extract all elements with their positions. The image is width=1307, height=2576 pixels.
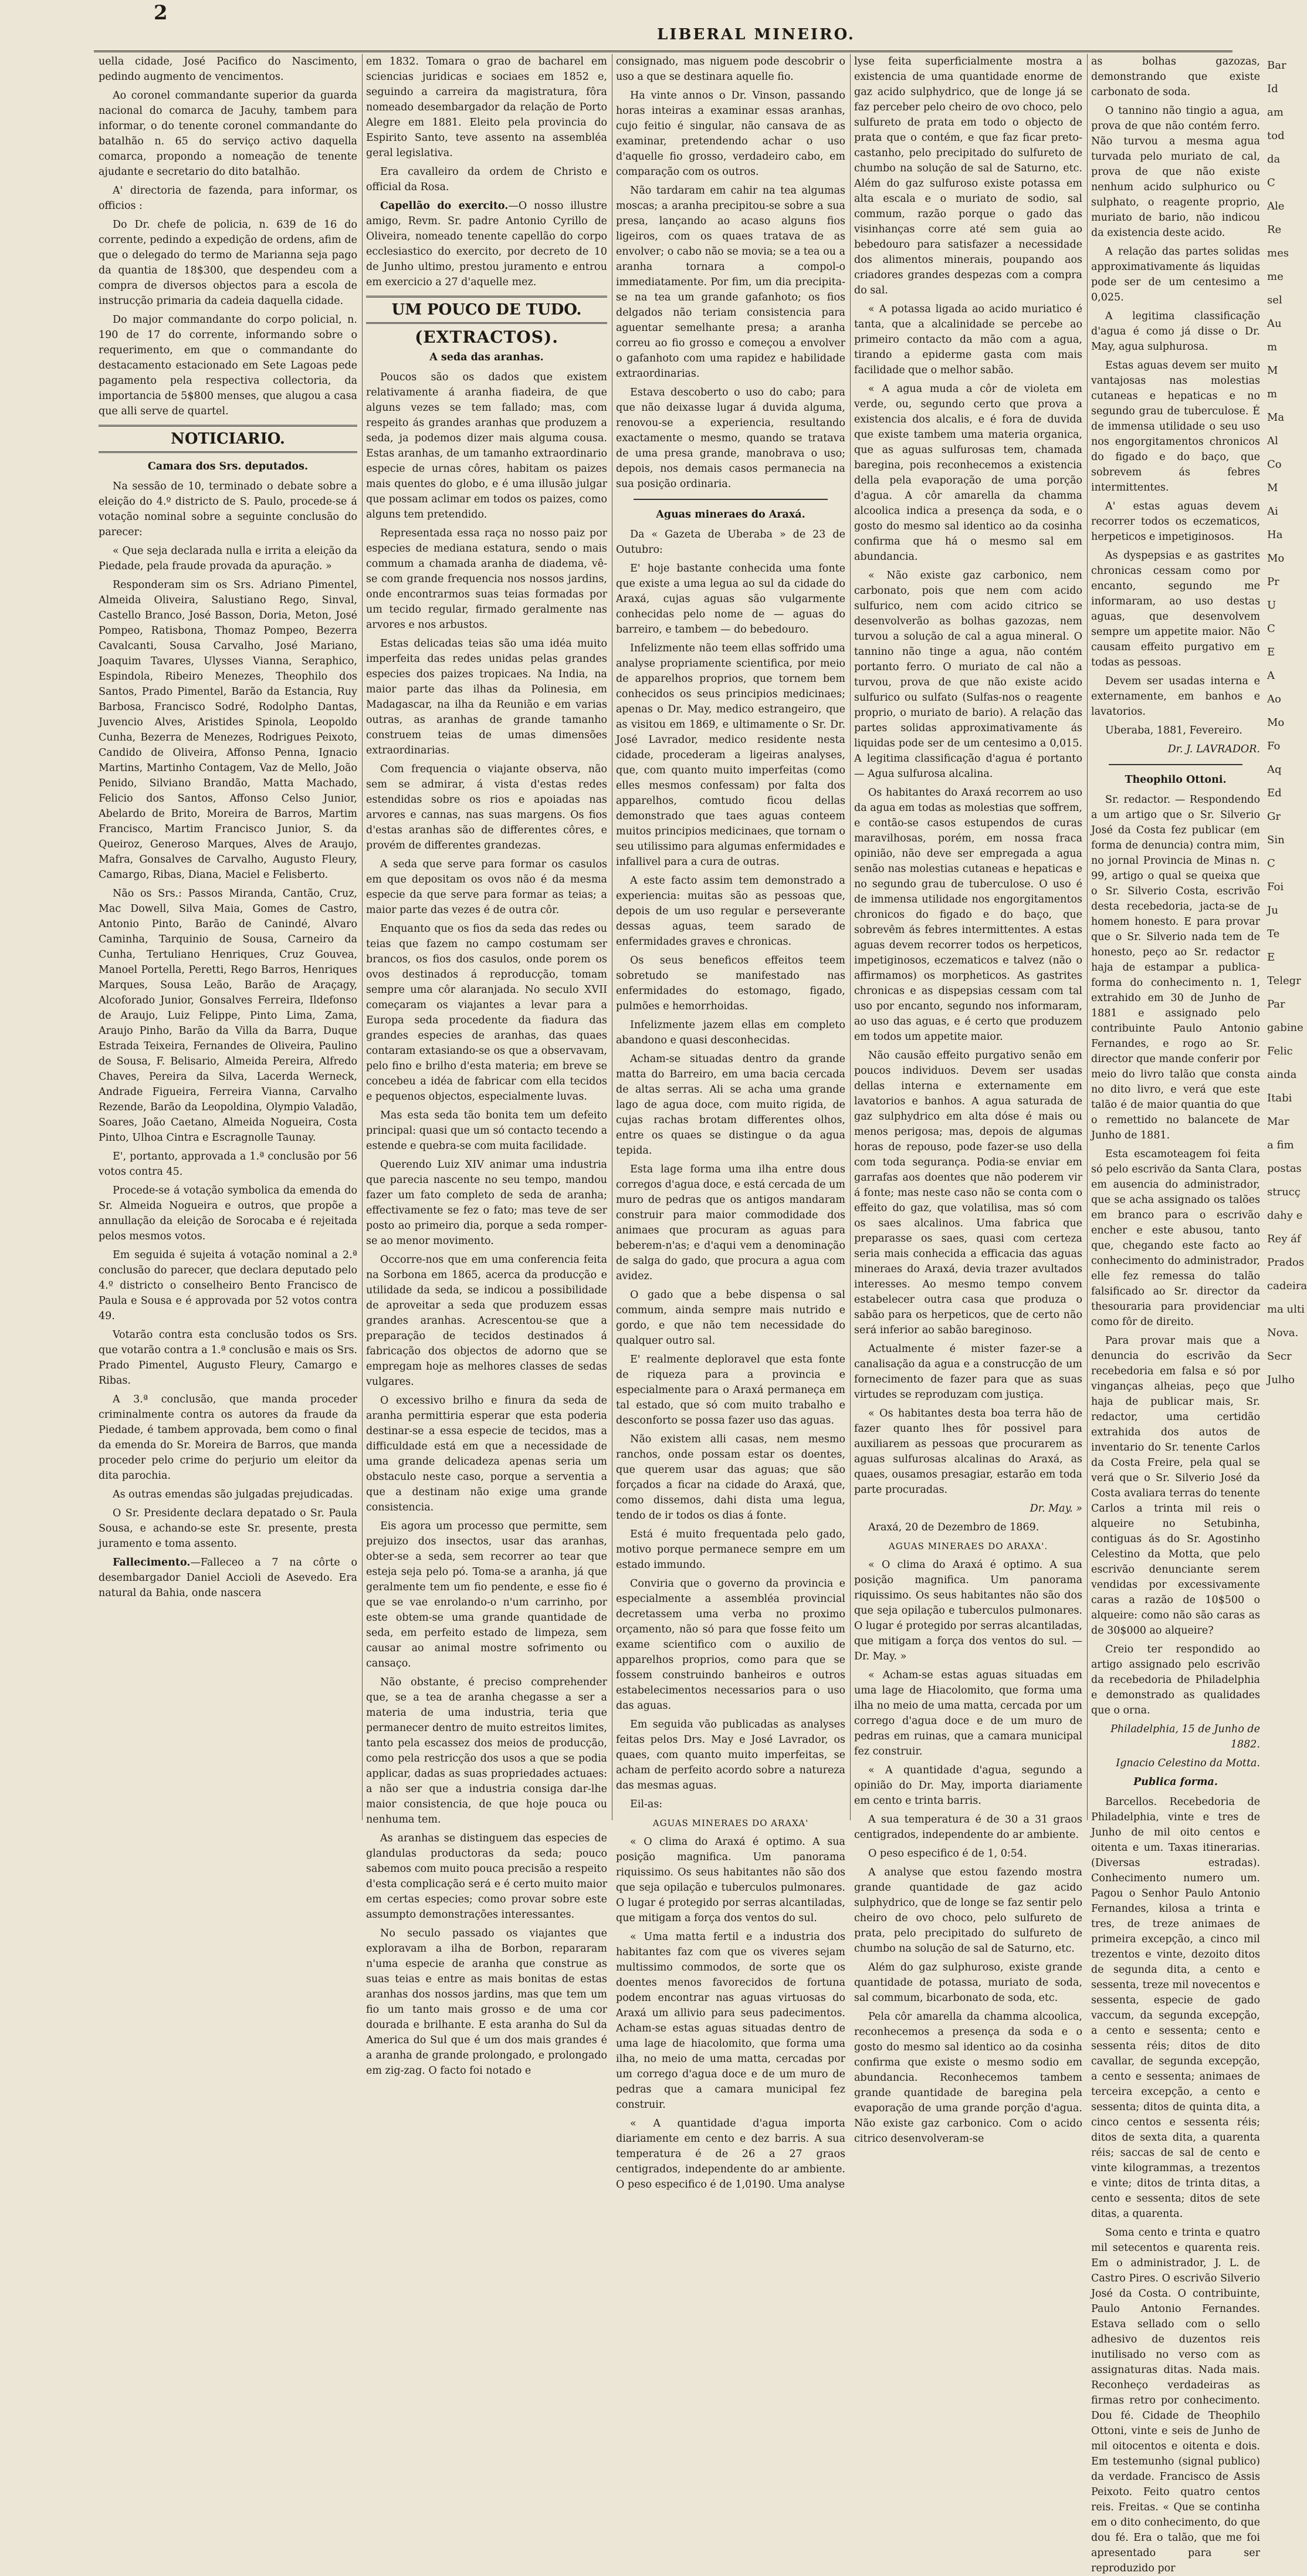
paragraph: Além do gaz sulphuroso, existe grande quantidade de potassa, muriato de soda, sal commum, bicarbonato de soda, etc. — [854, 1962, 1082, 2004]
paragraph: O peso especifico é de 1, 0:54. — [868, 1848, 1027, 1860]
edge-fragment: Ale — [1267, 200, 1285, 212]
paragraph: Creio ter respondido ao artigo assignado pelo escrivão da recebedoria de Philadelphia e demonstrado as qualidades que o orna. — [1091, 1644, 1260, 1716]
edge-fragment: Sin — [1267, 834, 1285, 846]
section-heading-noticiario: NOTICIARIO. — [99, 425, 357, 453]
edge-fragment: E — [1267, 646, 1275, 658]
paragraph: A legitima classificação d'agua é como já disse o Dr. May, agua sulphurosa. — [1091, 310, 1260, 353]
paragraph: Representada essa raça no nosso paiz por especies de mediana estatura, sendo o mais commum a chamada aranha de diadema, vê-se com grande frequencia nos nossos jardins, onde encontrarmos suas teias formadas por um tecido regular, firmado geralmente nas arvores e nos arbustos. — [366, 528, 607, 631]
edge-fragment: Al — [1267, 435, 1278, 447]
paragraph: Não causão effeito purgativo senão em poucos individuos. Devem ser usadas dellas interna e externamente em lavatorios e banhos. A agua saturada de gaz sulphydrico em alta dóse é mais ou menos perigosa; mas, depois de algumas horas de repouso, pode fazer-se uso della com toda segurança. Podia-se enviar em garrafas aos doentes que não poderem vir á fonte; mas neste caso não se conta com o effeito do gaz, que volatilisa, mas só com os saes alcalinos. Uma fabrica que preparasse os saes, quasi com certeza seria mais conhecida a efficacia das aguas mineraes do Araxá, devia trazer avultados interesses. Ao mesmo tempo convem estabelecer outra casa que produza o sabão para os herpeticos, que de certo não será inferior ao sabão bareginoso. — [854, 1050, 1082, 1336]
signature: Dr. J. LAVRADOR. — [1167, 743, 1260, 755]
paragraph: Responderam sim os Srs. Adriano Pimentel, Almeida Oliveira, Salustiano Rego, Sinval, Castello Branco, José Basson, Doria, Meton, José Pompeo, Ratisbona, Thomaz Pompeo, Bezerra Cavalcanti, Sousa Carvalho, José Mariano, Joaquim Tavares, Ulysses Vianna, Seraphico, Espindola, Ribeiro Menezes, Theophilo dos Santos, Prado Pimentel, Barão da Estancia, Ruy Barbosa, Francisco Sodré, Rodolpho Dantas, Juvencio Alves, Aristides Spinola, Leopoldo Cunha, Bezerra de Menezes, Rodrigues Peixoto, Candido de Oliveira, Affonso Penna, Ignacio Martins, Martinho Contagem, Vaz de Mello, João Penido, Silviano Brandão, Matta Machado, Felicio dos Santos, Affonso Celso Junior, Abelardo de Brito, Moreira de Barros, Martim Francisco, Martim Francisco Junior, S. da Queiroz, Generoso Marques, Alves de Araujo, Mafra, Gonsalves de Carvalho, Augusto Fleury, Camargo, Ribas, Diana, Maciel e Felisberto. — [99, 579, 357, 881]
paragraph: « Acham-se estas aguas situadas em uma lage de Hiacolomito, que forma uma ilha no meio de uma matta, cercada por um corrego d'agua doce e de um muro de pedras em ruinas, que a camara municipal fez construir. — [854, 1669, 1082, 1757]
edge-fragment: dahy e — [1267, 1209, 1303, 1222]
paragraph: Soma cento e trinta e quatro mil setecentos e quarenta reis. Em o administrador, J. L. de Castro Pires. O escrivão Silverio José da Costa. O contribuinte, Paulo Antonio Fernandes. Estava sellado com o sello adhesivo de duzentos reis inutilisado no verso com as assignaturas ditas. Nada mais. Reconheço verdadeiras as firmas retro por conhecimento. Dou fé. Cidade de Theophilo Ottoni, vinte e seis de Junho de mil oitocentos e oitenta e dois. Em testemunho (signal publico) da verdade. Francisco de Assis Peixoto. Feito quatro centos reis. Freitas. « Que se continha em o dito conhecimento, do que dou fé. Era o talão, que me foi apresentado para ser reproduzido por — [1091, 2227, 1260, 2574]
column-5 — [1091, 54, 1265, 2574]
edge-fragment: Ha — [1267, 529, 1283, 541]
edge-fragment: Re — [1267, 224, 1282, 236]
heading-seda: A seda das aranhas. — [429, 351, 544, 363]
paragraph: Ha vinte annos o Dr. Vinson, passando horas inteiras a examinar essas aranhas, cujo feitio é singular, não cansava de as examinar, pretendendo achar o uso d'aquelle fio grosso, verdadeiro cabo, em comparação com os outros. — [616, 90, 845, 178]
edge-fragment: postas — [1267, 1162, 1302, 1175]
paragraph: Occorre-nos que em uma conferencia feita na Sorbona em 1865, acerca da producção e utilidade da seda, se indicou a possibilidade de aproveitar a seda que produzem essas grandes aranhas. Acrescentou-se que a preparação de tecidos destinados á fabricação dos objectos de adorno que se empregam hoje as melhores classes de sedas vulgares. — [366, 1254, 607, 1388]
paragraph: As aranhas se distinguem das especies de glandulas productoras da seda; pouco sabemos com muito pouca precisão a respeito d'esta complicação será e é certo muito maior em certas especies; como provar sobre este assumpto demonstrações interessantes. — [366, 1833, 607, 1921]
newspaper-title: LIBERAL MINEIRO. — [657, 26, 855, 43]
edge-fragment: Par — [1267, 998, 1285, 1010]
edge-fragment: Te — [1267, 928, 1280, 940]
edge-fragment: da — [1267, 153, 1281, 165]
paragraph: Está é muito frequentada pelo gado, motivo porque permanece sempre em um estado immundo. — [616, 1529, 845, 1571]
paragraph: Procede-se á votação symbolica da emenda do Sr. Almeida Nogueira e outros, que propõe a annullação da eleição de Sorocaba e é rejeitada pelos mesmos votos. — [99, 1185, 357, 1242]
edge-fragment: C — [1267, 857, 1275, 870]
paragraph: Eil-as: — [630, 1799, 663, 1810]
paragraph: No seculo passado os viajantes que exploravam a ilha de Borbon, repararam n'uma especie de aranha que construe as suas teias e entre as mais bonitas de estas aranhas dos nossos jardins, mas que tem um fio um tanto mais grosso e de uma cor dourada e brilhante. E esta aranha do Sul da America do Sul que é um dos mais grandes é a aranha de grande prolongado, e prolongado em zig-zag. O facto foi notado e — [366, 1928, 607, 2077]
edge-fragment: gabine — [1267, 1022, 1303, 1034]
paragraph: Do major commandante do corpo policial, n. 190 de 17 do corrente, informando sobre o requerimento, em que o commandante do destacamento estacionado em Sete Lagoas pede pagamento pela respectiva collectoria, da importancia de 5$800 menses, que alugou a casa que alli serve de quartel. — [99, 314, 357, 417]
edge-fragment: ma ulti — [1267, 1303, 1305, 1316]
paragraph: Estava descoberto o uso do cabo; para que não deixasse lugar á duvida alguma, renovou-se a experiencia, resultando exactamente o mesmo, quando se tratava de uma presa grande, manobrava o uso; depois, nos demais casos permanecia na sua posição ordinaria. — [616, 387, 845, 490]
paragraph: Infelizmente não teem ellas soffrido uma analyse propriamente scientifica, por meio de apparelhos proprios, que tornem bem conhecidos os seus principios medicinaes; apenas o Dr. May, medico estrangeiro, que as visitou em 1869, e ultimamente o Sr. Dr. José Lavrador, medico residente nesta cidade, procederam a ligeiras analyses, que, com quanto muito imperfeitas (como elles mesmos confessam) por falta dos apparelhos, comtudo ficou dellas demonstrado que taes aguas conteem muitos principios medicinaes, que tornam o seu utilissimo para algumas enfermidades e infallivel para a cura de outras. — [616, 643, 845, 868]
paragraph: Estas delicadas teias são uma idéa muito imperfeita das redes unidas pelas grandes especies dos paizes tropicaes. Na India, na maior parte das ilhas da Polinesia, em Madagascar, na ilha da Reunião e em varias outras, as aranhas de grande tamanho construem teias de umas dimensões extraordinarias. — [366, 638, 607, 756]
edge-fragment: Ai — [1267, 505, 1278, 518]
edge-fragment: Rey áf — [1267, 1233, 1301, 1245]
paragraph-text: —O nosso illustre amigo, Revm. Sr. padre Antonio Cyrillo de Oliveira, nomeado tenente capellão do corpo ecclesiastico do exercito, por decreto de 10 de Junho ultimo, prestou juramento e entrou em exercicio a 27 d'aquelle mez. — [366, 200, 607, 288]
edge-fragment: Ma — [1267, 411, 1285, 424]
section-heading-um-pouco: UM POUCO DE TUDO. — [366, 296, 607, 324]
edge-fragment: Itabi — [1267, 1092, 1292, 1104]
heading-fallecimento: Fallecimento. — [113, 1557, 191, 1568]
paragraph-text: —Falleceo a 7 na côrte o desembargador Daniel Accioli de Asevedo. Era natural da Bahia, onde nascera — [99, 1557, 357, 1599]
paragraph: Devem ser usadas interna e externamente, em banhos e lavatorios. — [1091, 675, 1260, 718]
paragraph: Com frequencia o viajante observa, não sem se admirar, á vista d'estas redes estendidas sobre os rios e apoiadas nas arvores e cannas, nas suas margens. Os fios d'estas aranhas são de differentes côres, e provém de differentes grandezas. — [366, 763, 607, 851]
paragraph: O tannino não tingio a agua, prova de que não contém ferro. Não turvou a mesma agua turvada pelo muriato de cal, prova de que não existe nenhum acido sulphurico ou sulphato, o reagente proprio, muriato de bario, não indicou da existencia deste acido. — [1091, 105, 1260, 239]
paragraph: Em seguida vão publicadas as analyses feitas pelos Drs. May e José Lavrador, os quaes, com quanto muito imperfeitas, se acham de perfeito acordo sobre a natureza das mesmas aguas. — [616, 1719, 845, 1791]
paragraph: uella cidade, José Pacifico do Nascimento, pedindo augmento de vencimentos. — [99, 56, 357, 83]
heading-theophilo-ottoni: Theophilo Ottoni. — [1125, 774, 1227, 786]
edge-fragment: ainda — [1267, 1069, 1297, 1081]
paragraph: Barcellos. Recebedoria de Philadelphia, vinte e tres de Junho de mil oito centos e oitenta e um. Taxas itinerarias. (Diversas estradas). Conhecimento numero um. Pagou o Senhor Paulo Antonio Fernandes, kilosa a trinta e tres, de treze animaes de primeira excepção, a cinco mil trezentos e vinte, dezoito ditos de segunda dita, a cento e sessenta, treze mil novecentos e sessenta, especie de gado vaccum, da segunda excepção, a cento e sessenta; cento e sessenta réis; ditos de dito cavallar, de segunda excepção, a cento e sessenta; animaes de terceira excepção, a cento e sessenta; ditos de quinta dita, a cinco centos e sessenta réis; ditos de sexta dita, a quarenta réis; saccas de sal de cento e vinte kilogrammas, a trezentos e vinte; ditos de trinta ditas, a cento e sessenta; ditos de sete ditas, a quarenta. — [1091, 1796, 1260, 2220]
paragraph: « A quantidade d'agua, segundo a opinião do Dr. May, importa diariamente em cento e trinta barris. — [854, 1764, 1082, 1807]
paragraph: Esta lage forma uma ilha entre dous corregos d'agua doce, e está cercada de um muro de pedras que os antigos mandaram construir para maior commodidade dos animaes que procuram as aguas para beberem-n'as; e d'aqui vem a denominação de salga do gado, que procura a agua com avidez. — [616, 1164, 845, 1282]
edge-fragment: Foi — [1267, 881, 1284, 893]
edge-fragment: M — [1267, 482, 1278, 494]
paragraph: « Os habitantes desta boa terra hão de fazer quanto lhes fôr possivel para auxiliarem as pessoas que procurarem as aguas sulfurosas alcalinas do Araxá, as quaes, ousamos presagiar, estarão em toda parte procuradas. — [854, 1408, 1082, 1496]
separator-rule — [634, 499, 828, 500]
edge-fragment: Gr — [1267, 810, 1281, 823]
edge-fragment: Julho — [1267, 1374, 1295, 1386]
column-2 — [366, 54, 612, 2077]
paragraph: « Uma matta fertil e a industria dos habitantes faz com que os viveres sejam multissimo commodos, de sorte que os doentes menos favorecidos de fortuna podem encontrar nas aguas virtuosas do Araxá um allivio para seus padecimentos. Acham-se estas aguas situadas dentro de uma lage de hiacolomito, que forma uma ilha, no meio de uma matta, cercadas por um corrego d'agua doce e de um muro de pedras que a camara municipal fez construir. — [616, 1931, 845, 2111]
edge-fragment: M — [1267, 364, 1278, 377]
edge-fragment: Ao — [1267, 693, 1281, 705]
paragraph: A' directoria de fazenda, para informar, os officios : — [99, 185, 357, 212]
paragraph: Da « Gazeta de Uberaba » de 23 de Outubro: — [616, 529, 845, 556]
edge-fragment: Co — [1267, 458, 1282, 471]
edge-fragment: E — [1267, 951, 1275, 964]
paragraph: Eis agora um processo que permitte, sem prejuizo dos insectos, usar das aranhas, obter-se a seda, sem recorrer ao tear que esteja seja pelo pó. Toma-se a aranha, já que geralmente tem um fio pendente, e esse fio é que se vae enrolando-o n'um carrinho, por este obtem-se uma grande quantidade de seda, em perfeito estado de limpeza, sem causar ao animal mostre sofrimento ou cansaço. — [366, 1520, 607, 1669]
paragraph: E', portanto, approvada a 1.ª conclusão por 56 votos contra 45. — [99, 1151, 357, 1178]
edge-fragment: Fo — [1267, 740, 1281, 752]
paragraph — [366, 198, 607, 290]
dateline: Philadelphia, 15 de Junho de 1882. — [1110, 1723, 1260, 1750]
edge-fragment: C — [1267, 177, 1275, 189]
paragraph: A sua temperatura é de 30 a 31 graos centigrados, independente do ar ambiente. — [854, 1814, 1082, 1841]
heading-extractos: (EXTRACTOS). — [415, 327, 558, 347]
dateline: Araxá, 20 de Dezembro de 1869. — [868, 1522, 1039, 1533]
paragraph: em 1832. Tomara o grao de bacharel em sciencias juridicas e sociaes em 1852 e, seguindo a carreira da magistratura, fôra nomeado desembargador da relação de Porto Alegre em 1881. Eleito pela provincia do Espirito Santo, teve assento na assembléa geral legislativa. — [366, 56, 607, 159]
edge-fragment: Mo — [1267, 716, 1285, 729]
paragraph: consignado, mas niguem pode descobrir o uso a que se destinara aquelle fio. — [616, 56, 845, 83]
paragraph: Acham-se situadas dentro da grande matta do Barreiro, em uma bacia cercada de altas serras. Ali se acha uma grande lago de agua doce, com muito rigida, de cujas rachas brotam differentes olhos, entre os quaes se distingue o da agua tepida. — [616, 1053, 845, 1157]
edge-fragment: Mo — [1267, 552, 1285, 564]
paragraph: O Sr. Presidente declara depatado o Sr. Paula Sousa, e achando-se este Sr. presente, presta juramento e toma assento. — [99, 1507, 357, 1550]
paragraph: Os habitantes do Araxá recorrem ao uso da agua em todas as molestias que soffrem, e contão-se casos estupendos de curas maravilhosas, porém, em nossa fraca opinião, não deve ser empregada a agua senão nas molestias cutaneas e hepaticas e no segundo grau de tuberculose. O uso é de immensa utilidade nos engorgitamentos chronicos do figado e do baço, que sobrevêm ás febres intermittentes. A estas aguas devem recorrer todos os herpeticos, impetiginosos, eczematicos e talvez (não o affirmamos) os morpheticos. As gastrites chronicas e as dispepsias cessam com tal uso por encanto, segundo nos informaram, ao uso das aguas, e é certo que produzem em todos um appetite maior. — [854, 787, 1082, 1043]
paragraph: As dyspepsias e as gastrites chronicas cessam como por encanto, segundo me informaram, ao uso destas aguas, que desenvolvem sempre um appetite maior. Não causam effeito purgativo em todas as pessoas. — [1091, 550, 1260, 668]
heading-publica-forma: Publica forma. — [1133, 1776, 1218, 1788]
edge-fragment: Au — [1267, 317, 1282, 330]
edge-fragment: tod — [1267, 130, 1285, 142]
paragraph: A' estas aguas devem recorrer todos os eczematicos, herpeticos e impetiginosos. — [1091, 501, 1260, 543]
paragraph: Querendo Luiz XIV animar uma industria que parecia nascente no seu tempo, mandou fazer um fato completo de seda de aranha; effectivamente se fez o fato; mas teve de ser posto ao primeiro dia, porque a seda romper-se ao menor movimento. — [366, 1159, 607, 1247]
edge-fragment: m — [1267, 388, 1278, 400]
edge-fragment: Telegr — [1267, 975, 1301, 987]
paragraph: As outras emendas são julgadas prejudicadas. — [113, 1489, 353, 1500]
paragraph: Sr. redactor. — Respondendo a um artigo que o Sr. Silverio José da Costa fez publicar (em forma de denuncia) contra mim, no jornal Provincia de Minas n. 99, artigo o qual se queixa que o Sr. Silverio Costa, escrivão desta recebedoria, jacta-se de homem honesto. E para provar que o Sr. Silverio nada tem de honesto, peço ao Sr. redactor haja de estampar a publica-forma do conhecimento n. 1, extrahido em 30 de Junho de 1881 e assignado pelo contribuinte Paulo Antonio Fernandes, e rogo ao Sr. director que mande conferir por meio do livro talão que consta no dito livro, e verá que este talão é de maior quantia do que o remettido no balancete de Junho de 1881. — [1091, 794, 1260, 1141]
edge-fragment: am — [1267, 106, 1284, 119]
paragraph: Na sessão de 10, terminado o debate sobre a eleição do 4.º districto de S. Paulo, procede-se á votação nominal sobre a seguinte conclusão do parecer: — [99, 481, 357, 538]
paragraph: « O clima do Araxá é optimo. A sua posição magnifica. Um panorama riquissimo. Os seus habitantes não são dos que seja opilação e tuberculos pulmonares. O lugar é protegido por serras alcantiladas, que mitigam a força dos ventos do sul. — [616, 1836, 845, 1924]
edge-fragment: Felic — [1267, 1045, 1293, 1057]
edge-fragment: m — [1267, 341, 1278, 353]
heading-camara: Camara dos Srs. deputados. — [147, 461, 309, 472]
paragraph: Conviria que o governo da provincia e especialmente a assembléa provincial decretassem uma verba no proximo orçamento, não só para que fosse feito um exame scientifico com o auxilio de apparelhos proprios, como para que se fossem construindo banheiros e outros estabelecimentos necessarios para o uso das aguas. — [616, 1578, 845, 1712]
edge-fragment: Ed — [1267, 787, 1282, 799]
paragraph: Do Dr. chefe de policia, n. 639 de 16 do corrente, pedindo a expedição de ordens, afim de que o delegado do termo de Marianna seja pago da quantia de 18$300, que despendeu com a compra de diversos objectos para a escola de instrucção primaria da cadeia daquella cidade. — [99, 219, 357, 307]
paragraph: E' hoje bastante conhecida uma fonte que existe a uma legua ao sul da cidade do Araxá, cujas aguas são vulgarmente conhecidas pelo nome de — aguas do barreiro, e tambem — do bebedouro. — [616, 563, 845, 635]
paragraph: lyse feita superficialmente mostra a existencia de uma quantidade enorme de gaz acido sulphydrico, que de longe já se faz perceber pelo cheiro de ovo choco, pelo sulfureto de prata em todo o objecto de prata que o contém, e que faz ficar preto-castanho, pelo precipitado do sulfureto de chumbo na solução de sal de Saturno, etc. Além do gaz sulfuroso existe potassa em alta escala e o muriato de sodio, sal commum, razão porque o gado das visinhanças corre até sem guia ao bebedouro para satisfazer a necessidade dos alimentos minerais, poupando aos criadores grandes despezas com a compra do sal. — [854, 56, 1082, 296]
edge-fragment: Pr — [1267, 576, 1279, 588]
edge-fragment: Prados — [1267, 1256, 1305, 1269]
column-4 — [854, 54, 1088, 2145]
paragraph: Actualmente é mister fazer-se a canalisação da agua e a construcção de um fornecimento de fazer para que as suas virtudes se reproduzam com justiça. — [854, 1343, 1082, 1401]
paragraph: Estas aguas devem ser muito vantajosas nas molestias cutaneas e hepaticas e no segundo grau de tuberculose. É de immensa utilidade o seu uso nos engorgitamentos chronicos do figado e do baço, que sobrevem ás febres intermittentes. — [1091, 360, 1260, 493]
paragraph — [99, 1555, 357, 1601]
subheading-aguas: AGUAS MINERAES DO ARAXA'. — [888, 1541, 1048, 1551]
separator-rule — [1109, 764, 1242, 765]
edge-fragment: A — [1267, 670, 1275, 682]
paragraph: Os seus beneficos effeitos teem sobretudo se manifestado nas enfermidades do estomago, figado, pulmões e hemorrhoidas. — [616, 955, 845, 1012]
paragraph: Era cavalleiro da ordem de Christo e official da Rosa. — [366, 166, 607, 193]
paragraph: A analyse que estou fazendo mostra grande quantidade de gaz acido sulphydrico, que de longe se faz sentir pelo cheiro de ovo choco, pelo sulfureto de prata, pelo precipitado do sulfureto de chumbo na solução de sal de Saturno, etc. — [854, 1867, 1082, 1955]
paragraph: « O clima do Araxá é optimo. A sua posição magnifica. Um panorama riquissimo. Os seus habitantes não são dos que seja opilação e tuberculos pulmonares. O lugar é protegido por serras alcantiladas, que mitigam a força dos ventos do sul. — Dr. May. » — [854, 1559, 1082, 1662]
edge-fragment: C — [1267, 623, 1275, 635]
column-1 — [99, 54, 363, 1820]
paragraph: A relação das partes solidas approximativamente ás liquidas pode ser de um centesimo a 0,025. — [1091, 246, 1260, 303]
paragraph: Não existem alli casas, nem mesmo ranchos, onde possam estar os doentes, que querem usar das aguas; que são forçados a ficar na cidade do Araxá, que, como dissemos, dahi dista uma legua, tendo de ir todos os dias á fonte. — [616, 1434, 845, 1522]
paragraph: Poucos são os dados que existem relativamente á aranha fiadeira, de que alguns vezes se tem fallado; mas, com respeito ás grandes aranhas que produzem a seda, ja podemos dizer mais alguma cousa. Estas aranhas, de um tamanho extraordinario especie de urnas côres, habitam os paizes mais quentes do globo, e é uma illusão julgar que possam aclimar em todos os paizes, como alguns tem pretendido. — [366, 371, 607, 520]
adjacent-page-fragment — [1267, 54, 1307, 1822]
paragraph: Enquanto que os fios da seda das redes ou teias que fazem no campo costumam ser brancos, os fios dos casulos, onde porem os ovos destinados á reproducção, tomam sempre uma côr alaranjada. No seculo XVII começaram os viajantes a levar para a Europa seda procedente da fiadura das grandes especies de aranhas, das quaes contaram extasiando-se os que a observavam, pelo fino e brilho d'esta materia; em breve se concebeu a idéa de fabricar com ella tecidos e pequenos objectos, especialmente luvas. — [366, 923, 607, 1103]
paragraph: Não os Srs.: Passos Miranda, Cantão, Cruz, Mac Dowell, Silva Maia, Gomes de Castro, Antonio Pinto, Barão de Canindé, Alvaro Caminha, Tarquinio de Sousa, Carneiro da Cunha, Tertuliano Henriques, Cruz Gouvea, Manoel Portella, Peretti, Rego Barros, Henriques Marques, Sousa Leão, Barão de Araçagy, Alcoforado Junior, Gonsalves Ferreira, Ildefonso de Araujo, Luiz Felippe, Pinto Lima, Zama, Araujo Pinho, Barão da Villa da Barra, Duque Estrada Teixeira, Fernandes de Oliveira, Paulino de Sousa, F. Belisario, Almeida Pereira, Alfredo Chaves, Pereira da Silva, Lacerda Werneck, Andrade Figueira, Ferreira Vianna, Carvalho Rezende, Barão da Leopoldina, Olympio Valadão, Soares, João Caetano, Almeida Nogueira, Costa Pinto, Ulhoa Cintra e Escragnolle Taunay. — [99, 888, 357, 1144]
paragraph: Votarão contra esta conclusão todos os Srs. que votarão contra a 1.ª conclusão e mais os Srs. Prado Pimentel, Augusto Fleury, Camargo e Ribas. — [99, 1329, 357, 1387]
paragraph: Para provar mais que a denuncia do escrivão da recebedoria em falsa e só por vinganças alheias, peço que haja de publicar mais, Sr. redactor, uma certidão extrahida dos autos de inventario do Sr. tenente Carlos da Costa Freire, pela qual se verá que o Sr. Silverio José da Costa avaliara terras do tenente Carlos a trinta mil reis o alqueire no Setubinha, contiguas ás do Sr. Agostinho Celestino da Motta, que pelo escrivão denunciante serem vendidas por excessivamente caras a razão de 10$500 o alqueire: como não são caras as de 30$000 ao alqueire? — [1091, 1335, 1260, 1637]
paragraph: Não tardaram em cahir na tea algumas moscas; a aranha precipitou-se sobre a sua presa, lançando ao acaso alguns fios ligeiros, com os quaes tratava de as envolver; o cabo não se movia; se a tea ou a aranha tornara a compol-o immediatamente. Por fim, um dia precipita-se na tea um grande gafanhoto; os fios delgados não teriam consistencia para aguentar semelhante presa; a aranha correu ao fio grosso e começou a envolver o gafanhoto com uma rapidez e habilidade extraordinarias. — [616, 185, 845, 380]
paragraph: « Que seja declarada nulla e irrita a eleição da Piedade, pela fraude provada da apuração. » — [99, 545, 357, 572]
heading-capellao: Capellão do exercito. — [380, 200, 509, 212]
edge-fragment: me — [1267, 271, 1284, 283]
paragraph: Mas esta seda tão bonita tem um defeito principal: quasi que um só contacto tecendo a estende e quebra-se com muita facilidade. — [366, 1110, 607, 1152]
edge-fragment: a fim — [1267, 1139, 1294, 1151]
edge-fragment: cadeira — [1267, 1280, 1307, 1292]
signature: Dr. May. » — [1030, 1503, 1082, 1515]
paragraph: O gado que a bebe dispensa o sal commum, ainda sempre mais nutrido e gordo, e que não tem necessidade do qualquer outro sal. — [616, 1289, 845, 1347]
paragraph: Pela côr amarella da chamma alcoolica, reconhecemos a presença da soda e o gosto do mesmo sal identico ao da cosinha confirma que existe o mesmo sodio em abundancia. Reconhecemos tambem grande quantidade de baregina pela evaporação de uma grande porção d'agua. Não existe gaz carbonico. Com o acido citrico desenvolveram-se — [854, 2011, 1082, 2145]
edge-fragment: Aq — [1267, 763, 1282, 776]
edge-fragment: U — [1267, 599, 1276, 611]
paragraph: A este facto assim tem demonstrado a experiencia: muitas são as pessoas que, depois de um uso regular e perseverante dessas aguas, teem sarado de enfermidades graves e chronicas. — [616, 875, 845, 948]
paragraph: A seda que serve para formar os casulos em que depositam os ovos não é da mesma especie da que serve para formar as teias; a maior parte das vezes é de outra côr. — [366, 858, 607, 916]
column-3 — [616, 54, 851, 2190]
paragraph: Esta escamoteagem foi feita só pelo escrivão da Santa Clara, em ausencia do administrador, que se acha assignado os talões em branco para o escrivão encher e este abusou, tanto que, chegando este facto ao conhecimento do administrador, elle fez remessa do talão falsificado ao Sr. director da thesouraria para providenciar como fôr de direito. — [1091, 1148, 1260, 1328]
dateline: Uberaba, 1881, Fevereiro. — [1105, 725, 1242, 736]
paragraph: Infelizmente jazem ellas em completo abandono e quasi desconhecidas. — [616, 1019, 845, 1046]
heading-aguas-mineraes: Aguas mineraes do Araxá. — [656, 509, 805, 520]
edge-fragment: Secr — [1267, 1350, 1292, 1363]
paragraph: Em seguida é sujeita á votação nominal a 2.ª conclusão do parecer, que declara deputado pelo 4.º districto o conselheiro Bento Francisco de Paula e Sousa e é approvada por 52 votos contra 49. — [99, 1249, 357, 1322]
paragraph: « A agua muda a côr de violeta em verde, ou, segundo certo que prova a existencia dos alcalis, e é fora de duvida que existe tambem uma materia organica, que as aguas sulfurosas tem, chamada baregina, pois reconhecemos a existencia della pela evaporação de uma porção d'agua. A côr amarella da chamma alcoolica indica a presença da soda, e o gosto do mesmo sal identico ao da cosinha confirma que há o mesmo sal em abundancia. — [854, 383, 1082, 563]
paragraph: « A quantidade d'agua importa diariamente em cento e dez barris. A sua temperatura é de 26 a 27 graos centigrados, independente do ar ambiente. O peso especifico é de 1,0190. Uma analyse — [616, 2118, 845, 2190]
edge-fragment: mes — [1267, 247, 1289, 259]
header-rule — [94, 50, 1232, 52]
subheading-aguas: AGUAS MINERAES DO ARAXA' — [652, 1818, 809, 1828]
paragraph: Ao coronel commandante superior da guarda nacional do comarca de Jacuhy, tambem para informar, o do tenente coronel commandante do batalhão n. 65 do serviço activo daquella comarca, propondo a nomeação de tenente ajudante e secretario do dito batalhão. — [99, 90, 357, 178]
edge-fragment: Bar — [1267, 59, 1286, 72]
edge-fragment: Mar — [1267, 1115, 1289, 1128]
signature: Ignacio Celestino da Motta. — [1116, 1757, 1260, 1769]
paragraph: A 3.ª conclusão, que manda proceder criminalmente contra os autores da fraude da Piedade, é tambem approvada, bem como o final da emenda do Sr. Moreira de Barros, que manda proceder pelo crime do perjurio um eleitor da dita parochia. — [99, 1394, 357, 1482]
paragraph: « A potassa ligada ao acido muriatico é tanta, que a alcalinidade se percebe ao primeiro contacto da mão com a agua, tirando a epiderme gasta com mais facilidade que o melhor sabão. — [854, 303, 1082, 376]
paragraph: O excessivo brilho e finura da seda de aranha permittiria esperar que esta poderia destinar-se a essa especie de tecidos, mas a difficuldade está em que a necessidade de uma grande delicadeza apenas seria um obstaculo neste caso, porque a serventia a que a destinam não exige uma grande consistencia. — [366, 1395, 607, 1513]
edge-fragment: strucç — [1267, 1186, 1301, 1198]
edge-fragment: Id — [1267, 83, 1278, 95]
paragraph: Não obstante, é preciso comprehender que, se a tea de aranha chegasse a ser a materia de uma industria, teria que permanecer dentro de muito estreitos limites, tanto pela escassez dos meios de producção, como pela restricção dos usos a que se podia applicar, dadas as suas propriedades actuaes: a não ser que a industria consiga dar-lhe maior consistencia, de que hoje pouca ou nenhuma tem. — [366, 1676, 607, 1825]
paragraph: « Não existe gaz carbonico, nem carbonato, pois que nem com acido sulfurico, nem com acido citrico se desenvolverão as bolhas gazozas, nem turvou a solução de cal a agua mineral. O tannino não tinge a agua, não contém portanto ferro. O muriato de cal não a turvou, prova de que não existe acido sulfurico ou sulfato (Sulfas-nos o reagente proprio, o muriato de bario). A relação das partes solidas approximativamente ás liquidas pode ser de um centesimo a 0,015. A legitima classificação d'agua é portanto — Agua sulfurosa alcalina. — [854, 570, 1082, 780]
edge-fragment: Nova. — [1267, 1327, 1299, 1339]
edge-fragment: sel — [1267, 294, 1282, 306]
edge-fragment: Ju — [1267, 904, 1278, 917]
paragraph: E' realmente deploravel que esta fonte de riqueza para a provincia e especialmente para o Araxá permaneça em tal estado, que só com muito trabalho e desconforto se possa fazer uso das aguas. — [616, 1354, 845, 1426]
page-number: 2 — [154, 1, 168, 25]
paragraph: as bolhas gazozas, demonstrando que existe carbonato de soda. — [1091, 56, 1260, 98]
